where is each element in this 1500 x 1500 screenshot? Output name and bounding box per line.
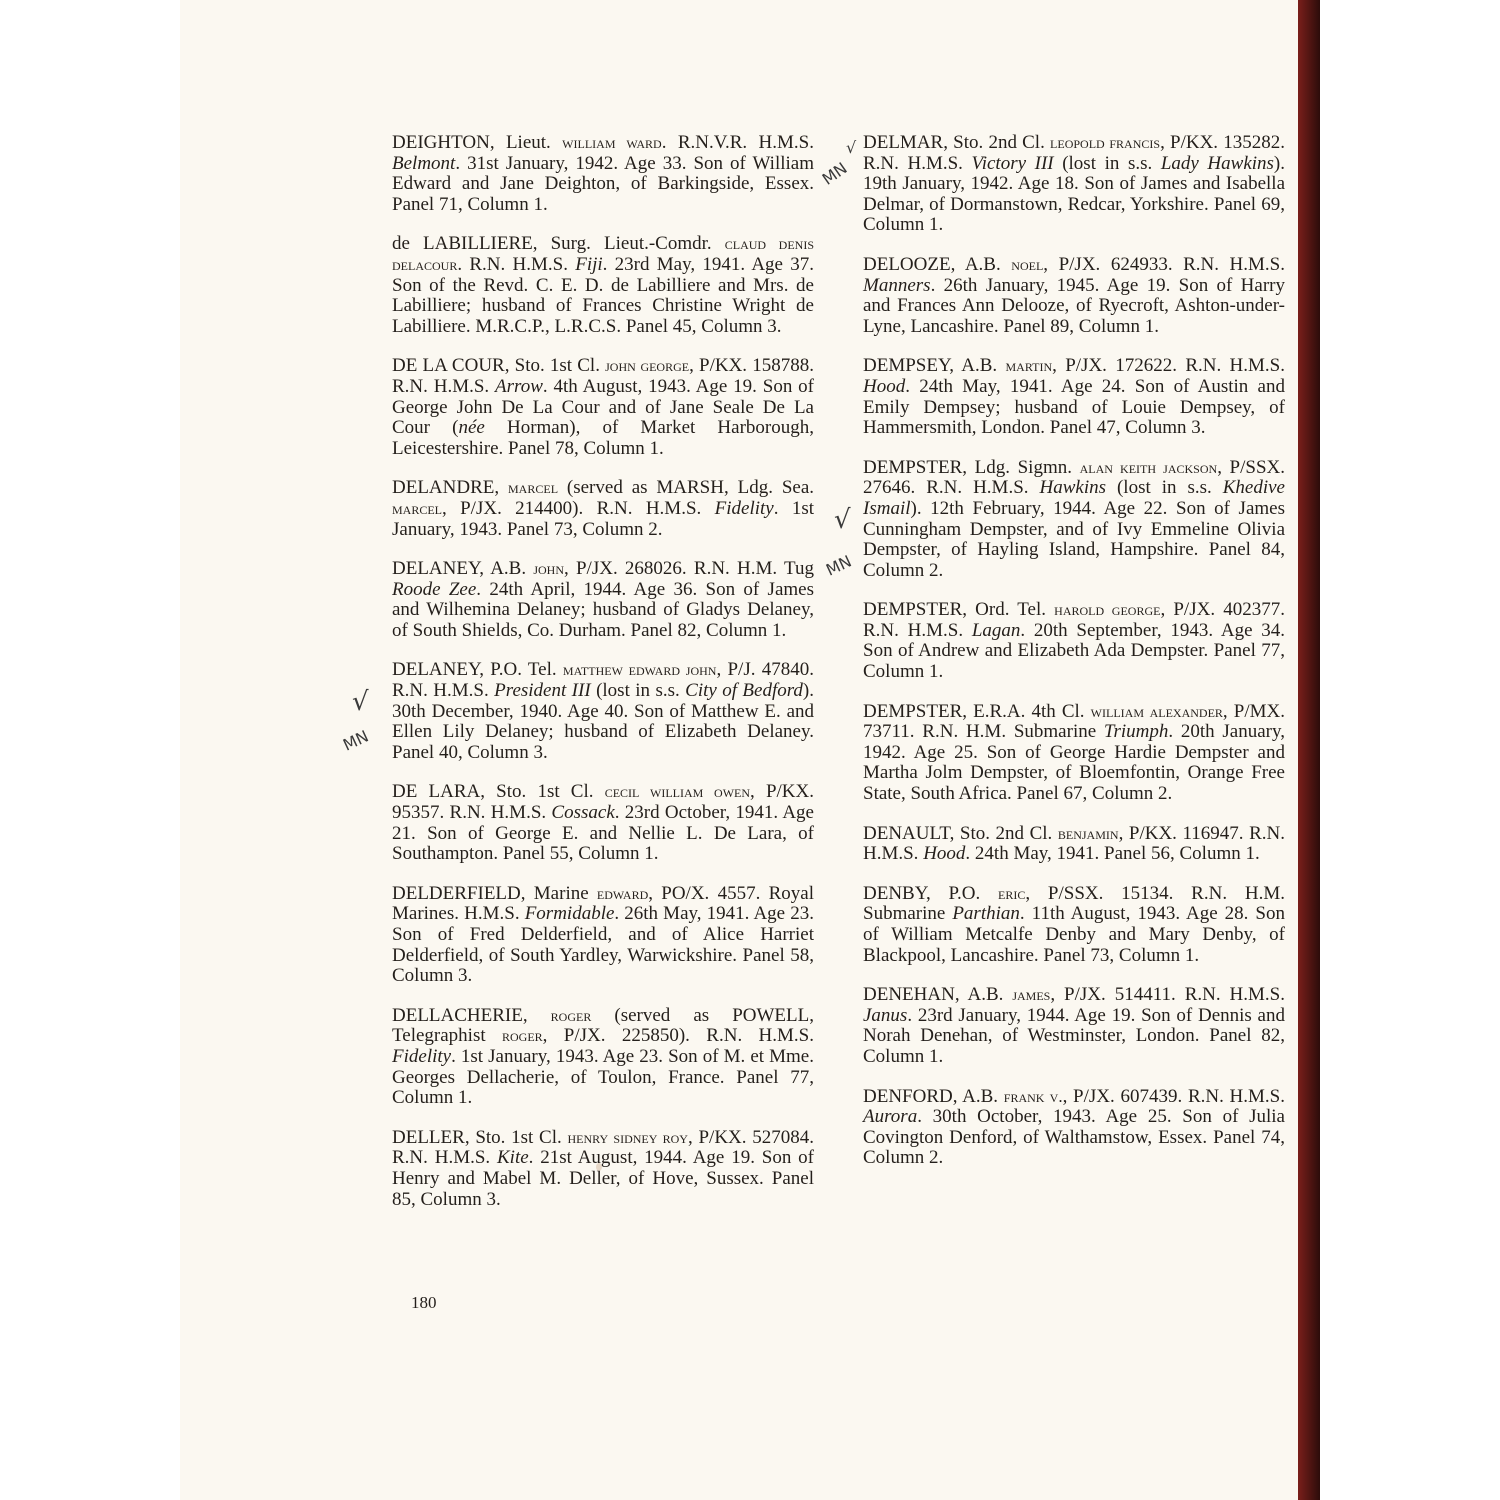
handwritten-initials: MN: [339, 726, 372, 755]
right-column: [863, 133, 1285, 1188]
handwritten-initials: MN: [818, 158, 851, 189]
entry-deighton: DEIGHTON, Lieut. william ward. R.N.V.R. H.M.S. Belmont. 31st January, 1942. Age 33. Son of William Edward and Jane Deighton, of Barkingside, Essex. Panel 71, Column 1.: [392, 132, 814, 215]
entry-denault: DENAULT, Sto. 2nd Cl. benjamin, P/KX. 116947. R.N. H.M.S. Hood. 24th May, 1941. Panel 56, Column 1.: [863, 822, 1285, 865]
entry-de-la-cour: DE LA COUR, Sto. 1st Cl. john george, P/KX. 158788. R.N. H.M.S. Arrow. 4th August, 1943. Age 19. Son of George John De La Cour and of Jane Seale De La Cour (née Horman), of Market Harborough, Leicestershire. Panel 78, Column 1.: [392, 355, 814, 459]
handwritten-check-mark: √: [834, 505, 851, 535]
entry-delaney-john: DELANEY, A.B. john, P/JX. 268026. R.N. H.M. Tug Roode Zee. 24th April, 1944. Age 36. Son of James and Wilhemina Delaney; husband of Gladys Delaney, of South Shields, Co. Durham. Panel 82, Column 1.: [392, 558, 814, 641]
page-number: 180: [411, 1293, 437, 1312]
entry-delandre: DELANDRE, marcel (served as MARSH, Ldg. Sea. marcel, P/JX. 214400). R.N. H.M.S. Fidelity. 1st January, 1943. Panel 73, Column 2.: [392, 477, 815, 540]
book-edge: [1298, 0, 1320, 1500]
entry-dempster-william: DEMPSTER, E.R.A. 4th Cl. william alexander, P/MX. 73711. R.N. H.M. Submarine Triumph. 20th January, 1942. Age 25. Son of George Hardie Dempster and Martha Jolm Dempster, of Bloemfontin, Orange Free State, South Africa. Panel 67, Column 2.: [863, 700, 1285, 805]
entry-denby: DENBY, P.O. eric, P/SSX. 15134. R.N. H.M. Submarine Parthian. 11th August, 1943. Age 28. Son of William Metcalfe Denby and Mary Denby, of Blackpool, Lancashire. Panel 73, Column 1.: [863, 882, 1285, 966]
entry-dempster-harold: DEMPSTER, Ord. Tel. harold george, P/JX. 402377. R.N. H.M.S. Lagan. 20th September, 1943. Age 34. Son of Andrew and Elizabeth Ada Dempster. Panel 77, Column 1.: [863, 599, 1286, 683]
entry-dempster-alan: DEMPSTER, Ldg. Sigmn. alan keith jackson, P/SSX. 27646. R.N. H.M.S. Hawkins (lost in s.s. Khedive Ismail). 12th February, 1944. Age 22. Son of James Cunningham Dempster, and of Ivy Emmeline Olivia Dempster, of Hayling Island, Hampshire. Panel 84, Column 2.: [863, 456, 1286, 581]
entry-denford: DENFORD, A.B. frank v., P/JX. 607439. R.N. H.M.S. Aurora. 30th October, 1943. Age 25. Son of Julia Covington Denford, of Walthamstow, Essex. Panel 74, Column 2.: [863, 1085, 1285, 1169]
entry-delooze: DELOOZE, A.B. noel, P/JX. 624933. R.N. H.M.S. Manners. 26th January, 1945. Age 19. Son of Harry and Frances Ann Delooze, of Ryecroft, Ashton-under-Lyne, Lancashire. Panel 89, Column 1.: [863, 253, 1285, 337]
entry-de-labilliere: de LABILLIERE, Surg. Lieut.-Comdr. claud denis delacour. R.N. H.M.S. Fiji. 23rd May, 1941. Age 37. Son of the Revd. C. E. D. de Labilliere and Mrs. de Labilliere; husband of Frances Christine Wright de Labilliere. M.R.C.P., L.R.C.S. Panel 45, Column 3.: [392, 233, 815, 337]
entry-dellacherie: DELLACHERIE, roger (served as POWELL, Telegraphist roger, P/JX. 225850). R.N. H.M.S. Fidelity. 1st January, 1943. Age 23. Son of M. et Mme. Georges Dellacherie, of Toulon, France. Panel 77, Column 1.: [392, 1004, 815, 1109]
entry-denehan: DENEHAN, A.B. james, P/JX. 514411. R.N. H.M.S. Janus. 23rd January, 1944. Age 19. Son of Dennis and Norah Denehan, of Westminster, London. Panel 82, Column 1.: [863, 984, 1285, 1067]
handwritten-initials: MN: [822, 551, 855, 580]
handwritten-check-mark: √: [352, 687, 369, 717]
entry-de-lara: DE LARA, Sto. 1st Cl. cecil william owen, P/KX. 95357. R.N. H.M.S. Cossack. 23rd October, 1941. Age 21. Son of George E. and Nellie L. De Lara, of Southampton. Panel 55, Column 1.: [392, 781, 814, 865]
entry-deller: DELLER, Sto. 1st Cl. henry sidney roy, P/KX. 527084. R.N. H.M.S. Kite. 21st August, 1944. Age 19. Son of Henry and Mabel M. Deller, of Hove, Sussex. Panel 85, Column 3.: [392, 1126, 814, 1210]
entry-dempsey: DEMPSEY, A.B. martin, P/JX. 172622. R.N. H.M.S. Hood. 24th May, 1941. Age 24. Son of Austin and Emily Dempsey; husband of Louie Dempsey, of Hammersmith, London. Panel 47, Column 3.: [863, 355, 1285, 439]
handwritten-check-mark: √: [846, 138, 857, 157]
left-column: [392, 133, 814, 1229]
entry-delderfield: DELDERFIELD, Marine edward, PO/X. 4557. Royal Marines. H.M.S. Formidable. 26th May, 1941. Age 23. Son of Fred Delderfield, and of Alice Harriet Delderfield, of South Yardley, Warwickshire. Panel 58, Column 3.: [392, 882, 814, 987]
entry-delmar: DELMAR, Sto. 2nd Cl. leopold francis, P/KX. 135282. R.N. H.M.S. Victory III (lost in s.s. Lady Hawkins). 19th January, 1942. Age 18. Son of James and Isabella Delmar, of Dormanstown, Redcar, Yorkshire. Panel 69, Column 1.: [863, 132, 1285, 236]
entry-delaney-matthew: DELANEY, P.O. Tel. matthew edward john, P/J. 47840. R.N. H.M.S. President III (lost in s.s. City of Bedford). 30th December, 1940. Age 40. Son of Matthew E. and Ellen Lily Delaney; husband of Elizabeth Delaney. Panel 40, Column 3.: [392, 659, 814, 763]
